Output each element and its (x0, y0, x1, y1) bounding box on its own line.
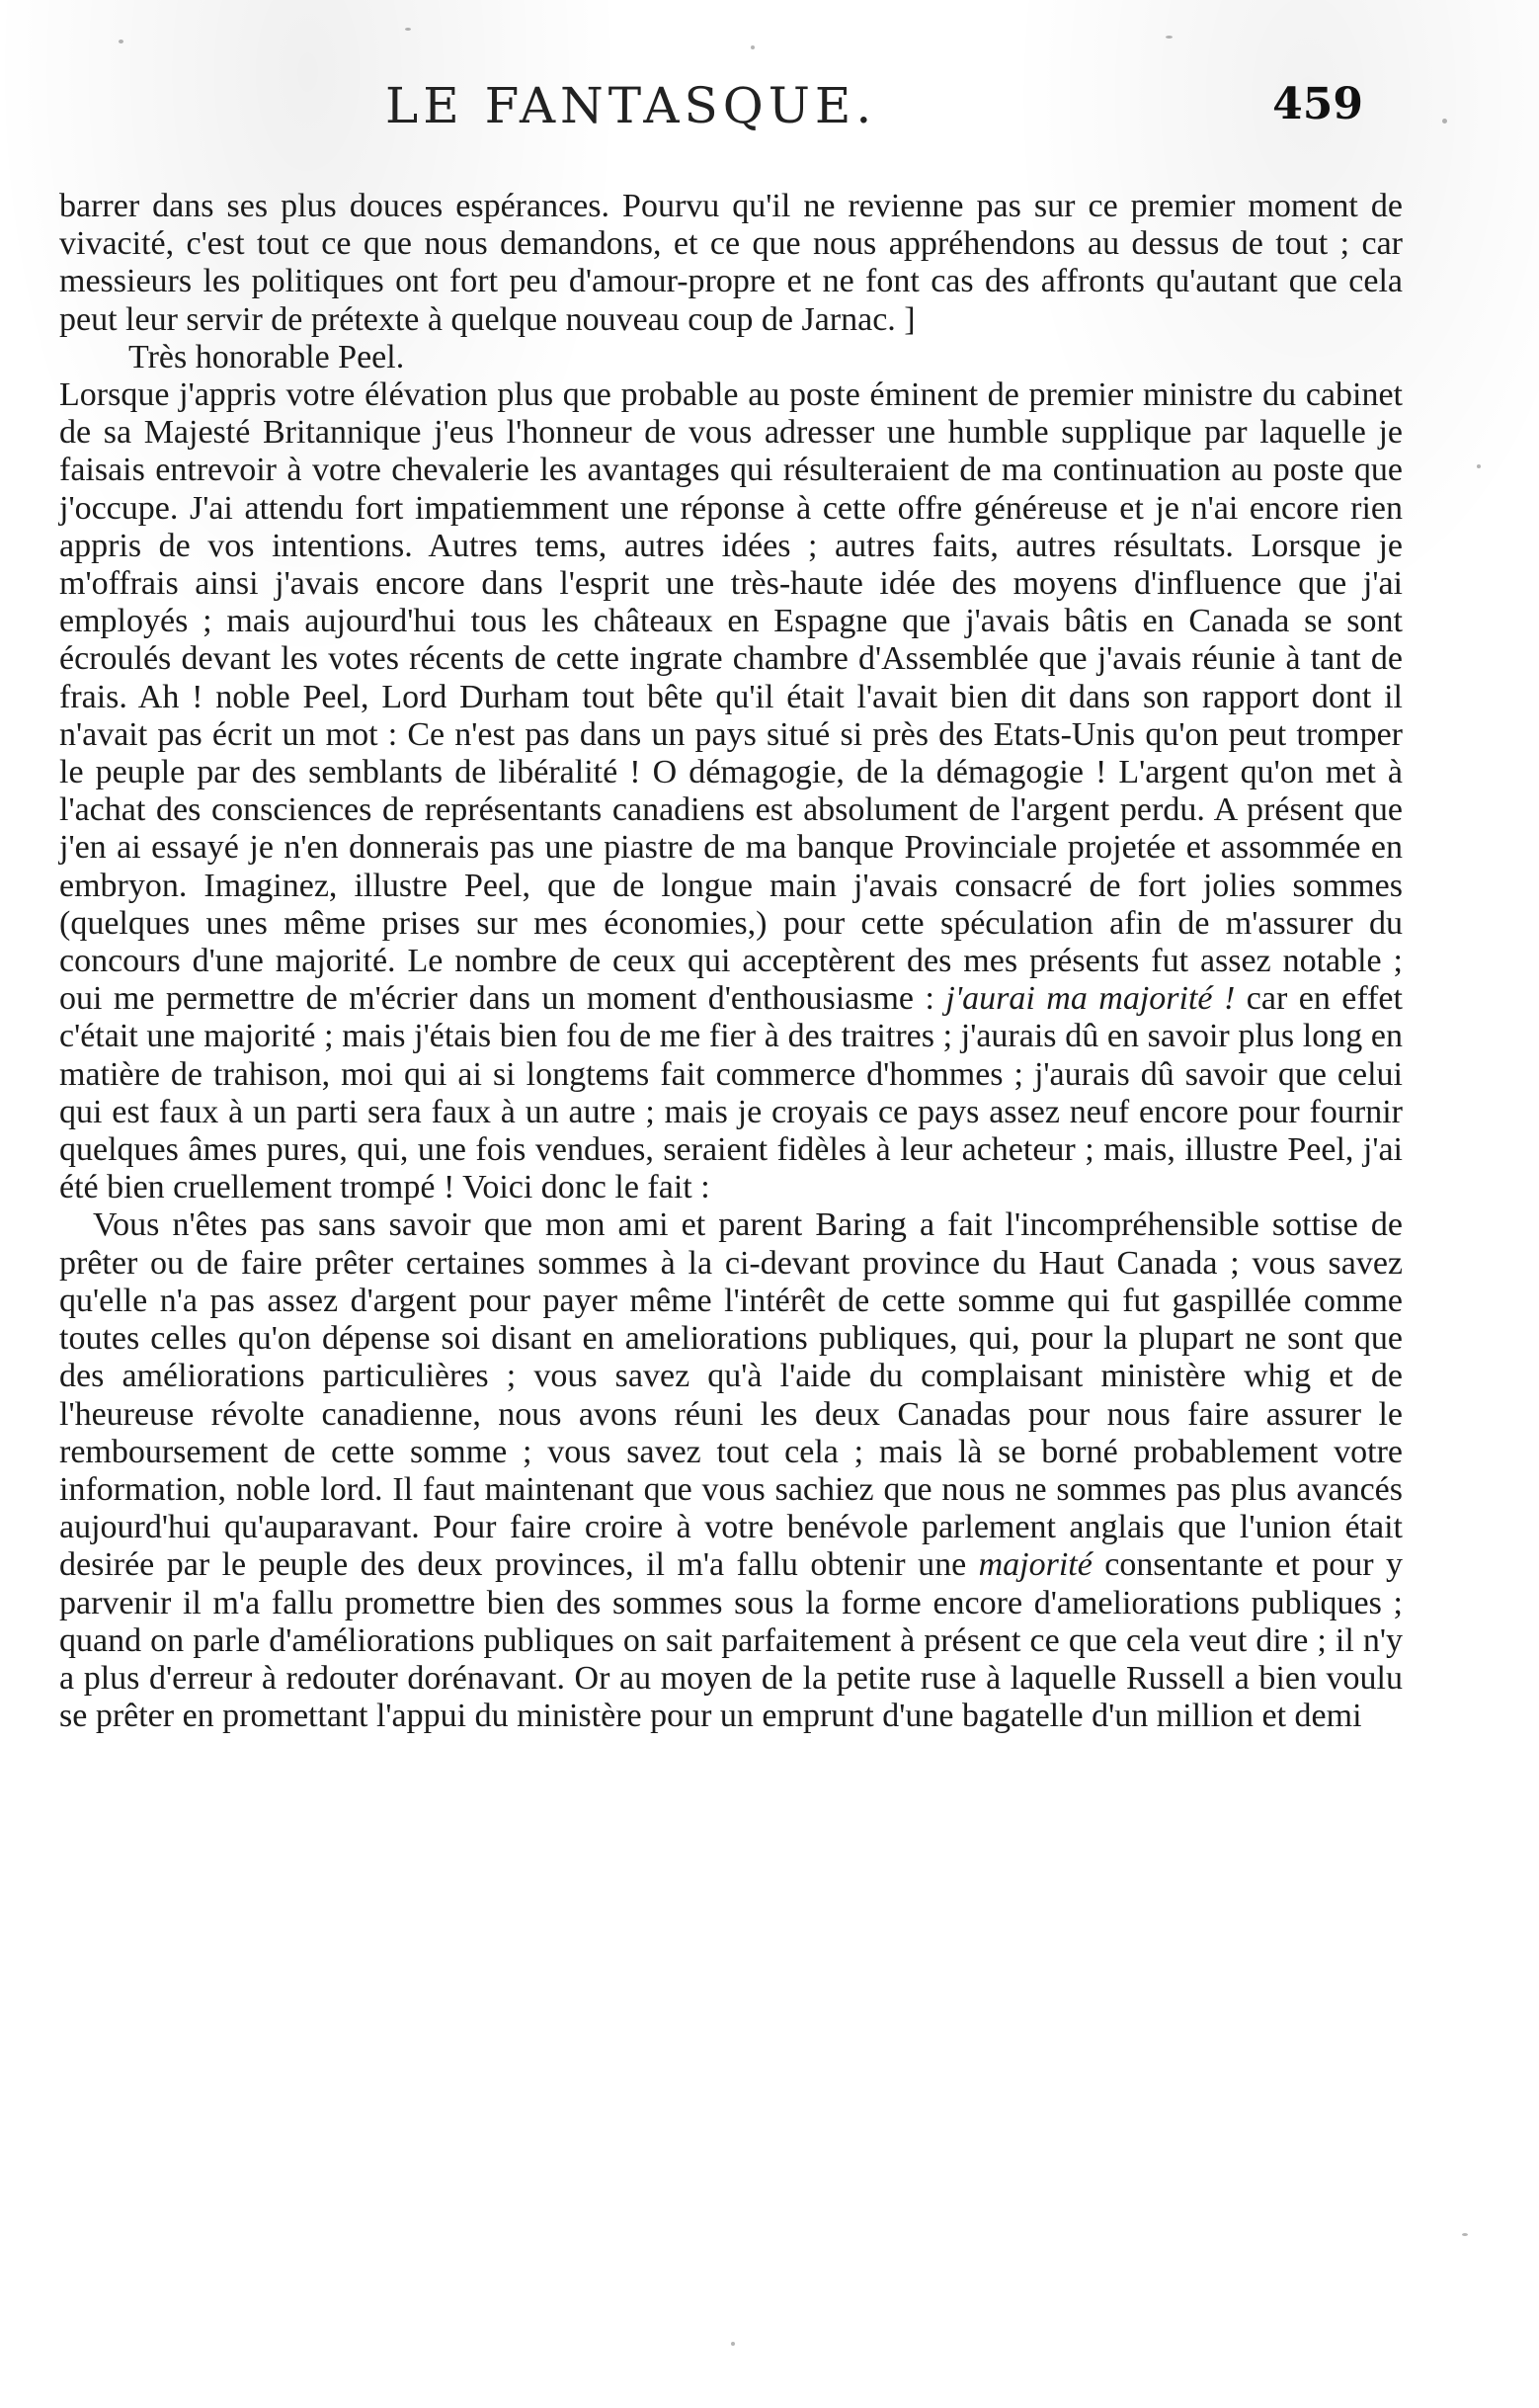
text-run: Très honorable Peel. (128, 338, 405, 375)
text-run: consentante et pour y parvenir il m'a fallu promettre bien des sommes sous la forme encore d'ameliorations publiques ; quand on parle d'améliorations publiques on sait parfaitement à présent ce que cela veut dire ; il n'y a plus d'erreur à redouter dorénavant. Or au moyen de la petite ruse à laquelle Russell a bien voulu se prêter en promettant l'appui du ministère pour un emprunt d'une bagatelle d'un million et demi (59, 1546, 1403, 1735)
italic-run: majorité (978, 1546, 1093, 1584)
scan-speck (1477, 464, 1481, 468)
text-run: Vous n'êtes pas sans savoir que mon ami et parent Baring a fait l'incompréhensible sottise de prêter ou de faire prêter certaines sommes à la ci-devant province du Haut Canada ; vous savez qu'elle n'a pas assez d'argent pour payer même l'intérêt de cette somme qui fut gaspillée comme toutes celles qu'on dépense soi disant en ameliorations publiques, qui, pour la plupart ne sont que des améliorations particulières ; vous savez qu'à l'aide du complaisant ministère whig et de l'heureuse révolte canadienne, nous avons réuni les deux Canadas pour nous faire assurer le remboursement de cette somme ; vous savez tout cela ; mais là se borné probablement votre information, noble lord. Il faut maintenant que vous sachiez que nous ne sommes pas plus avancés aujourd'hui qu'auparavant. Pour faire croire à votre benévole parlement anglais que l'union était desirée par le peuple des deux provinces, il m'a fallu obtenir une (59, 1206, 1403, 1584)
letter-salutation (59, 339, 1403, 376)
page-number: 459 (1272, 79, 1363, 129)
italic-run: j'aurai ma majorité ! (945, 980, 1236, 1018)
scan-speck (751, 45, 755, 49)
paragraph-baring-loan (59, 1206, 1403, 1735)
scan-speck (1442, 119, 1447, 124)
scan-speck (731, 2342, 735, 2346)
scan-speck (1462, 2233, 1468, 2236)
scan-speck (119, 40, 123, 43)
scan-speck (405, 28, 411, 31)
running-title: LE FANTASQUE. (385, 77, 877, 134)
paragraph-continuation (59, 188, 1403, 339)
text-run: barrer dans ses plus douces espérances. Pourvu qu'il ne revienne pas sur ce premier moment de vivacité, c'est tout ce que nous demandons, et ce que nous appréhendons au dessus de tout ; car messieurs les politiques ont fort peu d'amour-propre et ne font cas des affronts qu'autant que cela peut leur servir de prétexte à quelque nouveau coup de Jarnac. ] (59, 188, 1403, 338)
paragraph-letter-opening (59, 376, 1403, 1206)
page-header (59, 77, 1363, 146)
text-run: car en effet c'était une majorité ; mais j'étais bien fou de me fier à des traitres ; j'aurais dû en savoir plus long en matière de trahison, moi qui ai si longtems fait commerce d'hommes ; j'aurais dû savoir que celui qui est faux à un parti sera faux à un autre ; mais je croyais ce pays assez neuf encore pour fournir quelques âmes pures, qui, une fois vendues, seraient fidèles à leur acheteur ; mais, illustre Peel, j'ai été bien cruellement trompé ! Voici donc le fait : (59, 980, 1403, 1206)
article-body (59, 188, 1403, 1735)
scan-speck (1166, 36, 1173, 39)
text-run: Lorsque j'appris votre élévation plus que probable au poste éminent de premier ministre du cabinet de sa Majesté Britannique j'eus l'honneur de vous adresser une humble supplique par laquelle je faisais entrevoir à votre chevalerie les avantages qui résulteraient de ma continuation au poste que j'occupe. J'ai attendu fort impatiemment une réponse à cette offre généreuse et je n'ai encore rien appris de vos intentions. Autres tems, autres idées ; autres faits, autres résultats. Lorsque je m'offrais ainsi j'avais encore dans l'esprit une très-haute idée des moyens d'influence que j'ai employés ; mais aujourd'hui tous les châteaux en Espagne que j'avais bâtis en Canada se sont écroulés devant les votes récents de cette ingrate chambre d'Assemblée que j'avais réunie à tant de frais. Ah ! noble Peel, Lord Durham tout bête qu'il était l'avait bien dit dans son rapport dont il n'avait pas écrit un mot : Ce n'est pas dans un pays situé si près des Etats-Unis qu'on peut tromper le peuple par des semblants de libéralité ! O démagogie, de la démagogie ! L'argent qu'on met à l'achat des consciences de représentants canadiens est absolument de l'argent perdu. A présent que j'en ai essayé je n'en donnerais pas une piastre de ma banque Provinciale projetée et assommée en embryon. Imaginez, illustre Peel, que de longue main j'avais consacré de fort jolies sommes (quelques unes même prises sur mes économies,) pour cette spéculation afin de m'assurer du concours d'une majorité. Le nombre de ceux qui acceptèrent des mes présents fut assez notable ; oui me permettre de m'écrier dans un moment d'enthousiasme : (59, 376, 1403, 1018)
